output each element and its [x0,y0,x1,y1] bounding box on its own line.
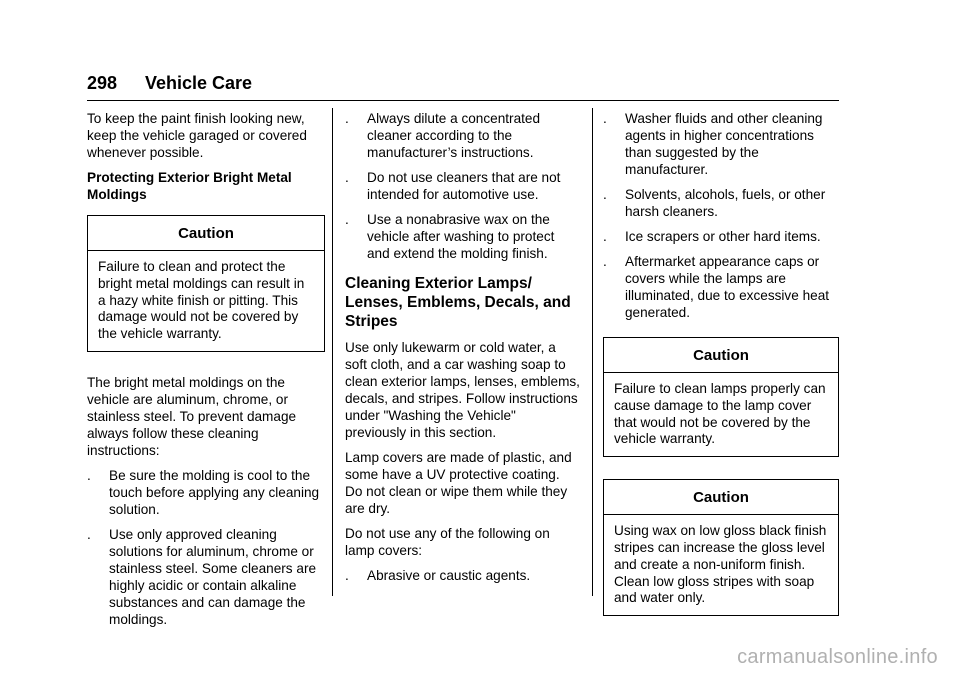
caution-body: Failure to clean lamps properly can cause damage to the lamp cover that would not be covered by the vehicle warranty. [614,381,826,447]
list-item-text: Always dilute a concentrated cleaner according to the manufacturer’s instructions. [367,111,541,160]
caution-title: Caution [88,216,324,251]
lamps-paragraph-2: Lamp covers are made of plastic, and some have a UV protective coating. Do not clean or wipe them while they are dry. [345,450,572,516]
list-item [345,169,580,203]
page-number: 298 [87,73,118,93]
column-3 [603,110,839,638]
bullet-symbol: . [603,111,607,126]
section-title: Vehicle Care [145,73,253,93]
list-item-text: Do not use cleaners that are not intended for automotive use. [367,170,561,202]
bullet-symbol: . [87,526,91,542]
list-item-text: Use a nonabrasive wax on the vehicle after washing to protect and extend the molding finish. [367,212,555,261]
bullet-symbol: . [345,111,349,126]
list-item-text: Washer fluids and other cleaning agents in higher concentrations than suggested by the manufacturer. [625,111,823,177]
list-item-text: Aftermarket appearance caps or covers while the lamps are illuminated, due to excessive heat generated. [625,254,830,320]
caution-box [603,337,839,457]
list-item [345,110,580,161]
list-item [603,186,839,220]
list-item [603,253,839,321]
page-header [87,72,839,101]
caution-box [87,215,325,352]
list-item-text: Be sure the molding is cool to the touch before applying any cleaning solution. [109,467,320,517]
heading-cleaning-lamps: Cleaning Exterior Lamps/ Lenses, Emblems, Decals, and Stripes [345,275,571,330]
lamps-paragraph-3: Do not use any of the following on lamp covers: [345,526,550,558]
list-item-text: Solvents, alcohols, fuels, or other harsh cleaners. [625,187,826,219]
moldings-paragraph: The bright metal moldings on the vehicle are aluminum, chrome, or stainless steel. To prevent damage always follow these cleaning instructions: [87,374,297,458]
bullet-symbol: . [603,229,607,244]
bullet-symbol: . [345,212,349,227]
caution-box [603,479,839,616]
list-item-text: Abrasive or caustic agents. [367,568,531,583]
list-item [87,467,325,518]
bullet-symbol: . [603,254,607,269]
lamps-paragraph-1: Use only lukewarm or cold water, a soft cloth, and a car washing soap to clean exterior lamps, lenses, emblems, decals, and stripes. Follow instructions under "Washing the Vehicle" previously in this section. [345,340,580,440]
column-divider [592,108,593,596]
list-item [603,110,839,178]
subheading-bright-metal: Protecting Exterior Bright Metal Moldings [87,170,292,202]
bullet-symbol: . [603,187,607,202]
list-item-text: Ice scrapers or other hard items. [625,229,821,244]
column-2 [345,110,580,592]
column-1 [87,110,325,636]
list-item-text: Use only approved cleaning solutions for aluminum, chrome or stainless steel. Some cleaners are highly acidic or contain alkaline substances and can damage the moldings. [109,526,317,627]
bullet-symbol: . [345,170,349,185]
caution-body: Using wax on low gloss black finish stripes can increase the gloss level and create a non-uniform finish. Clean low gloss stripes with soap and water only. [614,523,827,606]
list-item [87,526,325,628]
watermark: carmanualsonline.info [737,646,938,668]
list-item [603,228,839,245]
list-item [345,211,580,262]
column-divider [332,108,333,596]
caution-body: Failure to clean and protect the bright metal moldings can result in a hazy white finish or pitting. This damage would not be covered by the vehicle warranty. [98,259,305,342]
bullet-symbol: . [87,467,91,483]
list-item [345,567,580,584]
caution-title: Caution [604,338,838,373]
intro-paragraph: To keep the paint finish looking new, keep the vehicle garaged or covered whenever possible. [87,111,307,160]
bullet-symbol: . [345,568,349,583]
caution-title: Caution [604,480,838,515]
